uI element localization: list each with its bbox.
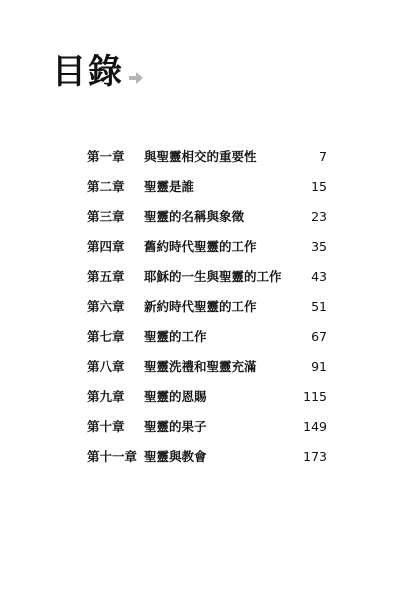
toc-page-number: 15 [311,179,327,194]
toc-row[interactable] [87,386,327,416]
page-title-block [52,50,145,94]
toc-page-number: 51 [311,299,327,314]
toc-chapter: 第七章 [87,329,125,344]
toc-chapter: 第三章 [87,209,125,224]
toc-page-number: 7 [319,149,327,164]
toc-row[interactable] [87,176,327,206]
toc-row[interactable] [87,446,327,476]
toc-title: 聖靈與教會 [144,449,207,464]
toc-title: 舊約時代聖靈的工作 [144,239,257,254]
toc-title: 聖靈洗禮和聖靈充滿 [144,359,257,374]
toc-row[interactable] [87,266,327,296]
page-title: 目錄 [52,52,124,92]
toc-title: 耶穌的一生與聖靈的工作 [144,269,282,284]
toc-page-number: 43 [311,269,327,284]
toc-page-number: 35 [311,239,327,254]
toc-chapter: 第九章 [87,389,125,404]
arrow-right-icon [127,70,145,86]
table-of-contents [87,146,327,476]
toc-page-number: 173 [303,449,327,464]
toc-row[interactable] [87,356,327,386]
toc-row[interactable] [87,206,327,236]
toc-title: 聖靈是誰 [144,179,195,194]
toc-row[interactable] [87,296,327,326]
toc-title: 新約時代聖靈的工作 [144,299,257,314]
toc-row[interactable] [87,146,327,176]
toc-chapter: 第十章 [87,419,125,434]
toc-row[interactable] [87,326,327,356]
toc-chapter: 第八章 [87,359,125,374]
toc-chapter: 第四章 [87,239,125,254]
toc-page-number: 67 [311,329,327,344]
toc-row[interactable] [87,236,327,266]
toc-chapter: 第六章 [87,299,125,314]
toc-title: 與聖靈相交的重要性 [144,149,257,164]
toc-chapter: 第五章 [87,269,125,284]
toc-title: 聖靈的果子 [144,419,207,434]
toc-chapter: 第十一章 [87,449,138,464]
toc-title: 聖靈的名稱與象徵 [144,209,245,224]
toc-page-number: 91 [311,359,327,374]
toc-title: 聖靈的工作 [144,329,207,344]
toc-chapter: 第二章 [87,179,125,194]
toc-page-number: 149 [303,419,327,434]
toc-title: 聖靈的恩賜 [144,389,207,404]
toc-row[interactable] [87,416,327,446]
toc-chapter: 第一章 [87,149,125,164]
toc-page-number: 23 [311,209,327,224]
toc-page-number: 115 [303,389,327,404]
